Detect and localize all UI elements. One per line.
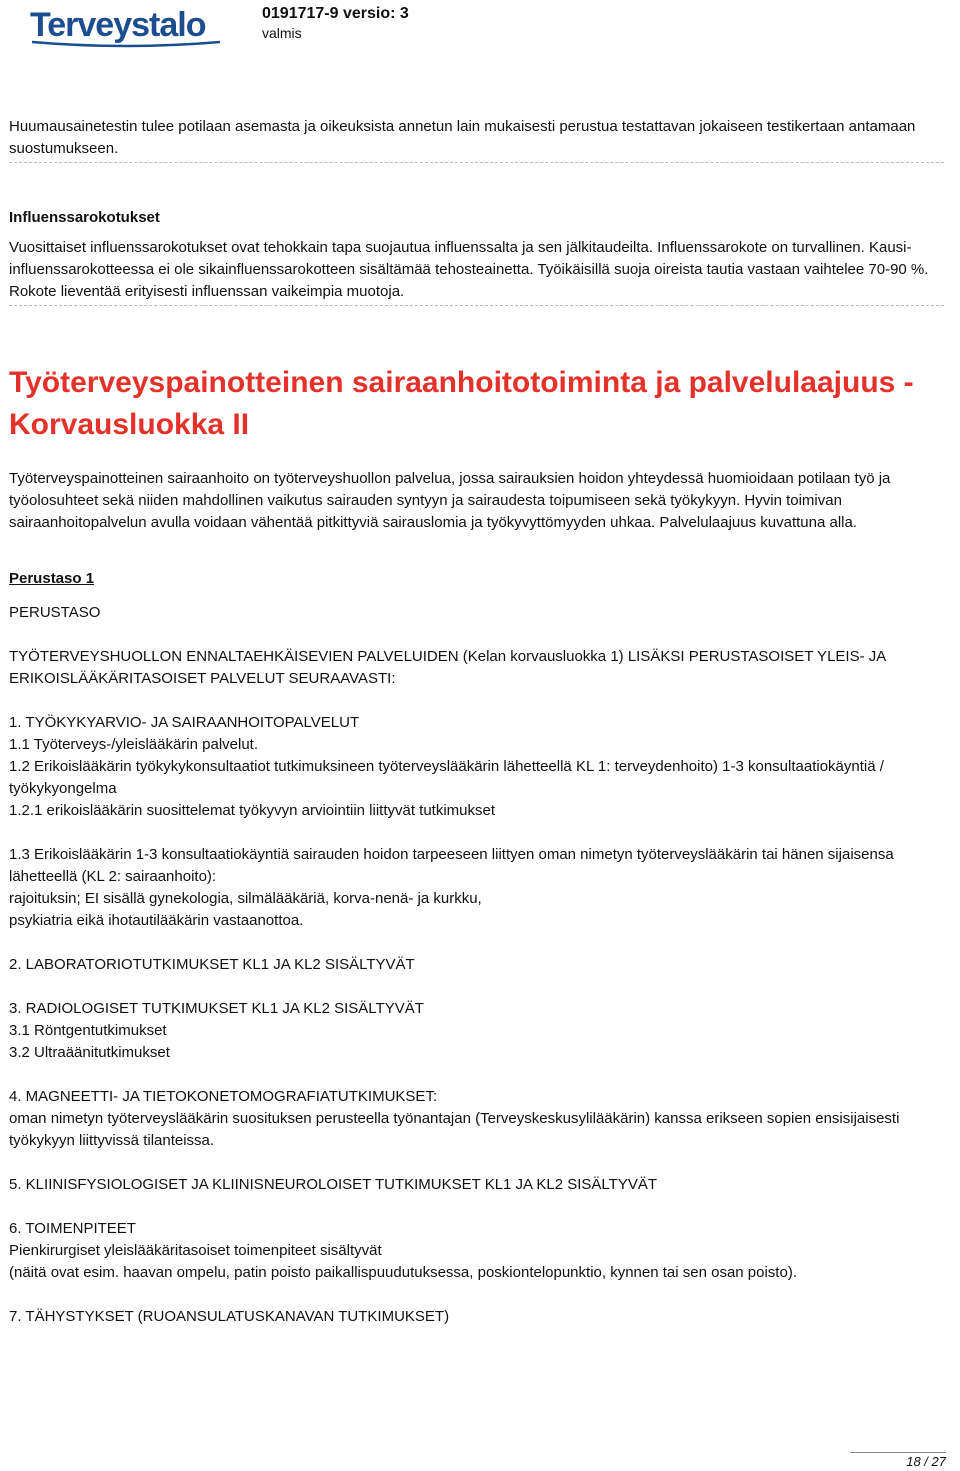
item-1-3-restrictions: rajoituksin; EI sisällä gynekologia, silmälääkäriä, korva-nenä- ja kurkku, — [9, 890, 482, 907]
svg-text:Terveystalo: Terveystalo — [30, 6, 206, 44]
item-3-1: 3.1 Röntgentutkimukset — [9, 1022, 167, 1039]
item-6-title: 6. TOIMENPITEET — [9, 1220, 136, 1237]
item-4-text: oman nimetyn työterveyslääkärin suosituksen perusteella työnantajan (Terveyskeskusylilääkärin) kanssa erikseen sopien ensisijaisesti työkykyyn liittyvissä tilanteissa. — [9, 1110, 900, 1149]
item-6-1: Pienkirurgiset yleislääkäritasoiset toimenpiteet sisältyvät — [9, 1242, 382, 1259]
influenza-heading: Influenssarokotukset — [9, 209, 160, 226]
level-lead: TYÖTERVEYSHUOLLON ENNALTAEHKÄISEVIEN PALVELUIDEN (Kelan korvausluokka 1) LISÄKSI PERUSTASOISET YLEIS- JA ERIKOISLÄÄKÄRITASOISET PALVELUT SEURAAVASTI: — [9, 648, 886, 687]
drug-test-text: Huumausainetestin tulee potilaan asemasta ja oikeuksista annetun lain mukaisesti perustua testattavan jokaiseen testikertaan antamaan suostumukseen. — [9, 118, 916, 157]
section-intro: Työterveyspainotteinen sairaanhoito on työterveyshuollon palvelua, jossa sairauksien hoidon yhteydessä huomioidaan potilaan työ ja työolosuhteet sekä niiden mahdollinen vaikutus sairauden syntyyn ja sairaudesta toipumiseen sekä työkykyyn. Hyvin toimivan sairaanhoitopalvelun avulla voidaan vähentää pitkittyviä sairauslomia ja työkyvyttömyyden uhkaa. Palvelulaajuus kuvattuna alla. — [9, 470, 891, 531]
document-status: valmis — [262, 25, 302, 41]
item-2-title: 2. LABORATORIOTUTKIMUKSET KL1 JA KL2 SISÄLTYVÄT — [9, 956, 415, 973]
item-7-title: 7. TÄHYSTYKSET (RUOANSULATUSKANAVAN TUTKIMUKSET) — [9, 1308, 450, 1325]
page-number: 18 / 27 — [850, 1452, 946, 1471]
influenza-text: Vuosittaiset influenssarokotukset ovat tehokkain tapa suojautua influenssalta ja sen jälkitaudeilta. Influenssarokote on turvallinen. Kausi-influenssarokotteessa ei ole sikainfluenssarokotteen sisältämää tehosteainetta. Työikäisillä suoja oireista tautia vastaan vaihtelee 70-90 %. Rokote lieventää erityisesti influenssan vaikeimpia muotoja. — [9, 239, 929, 300]
item-1-3-exclusions: psykiatria eikä ihotautilääkärin vastaanottoa. — [9, 912, 304, 929]
item-1-3: 1.3 Erikoislääkärin 1-3 konsultaatiokäyntiä sairauden hoidon tarpeeseen liittyen oman nimetyn työterveyslääkärin tai hänen sijaisensa lähetteellä (KL 2: sairaanhoito): — [9, 846, 894, 885]
section-title: Työterveyspainotteinen sairaanhoitotoiminta ja palvelulaajuus - Korvausluokka II — [9, 366, 914, 441]
document-body — [9, 116, 944, 1328]
item-1-2-1: 1.2.1 erikoislääkärin suosittelemat työkyvyn arviointiin liittyvät tutkimukset — [9, 802, 496, 819]
drug-test-section — [9, 116, 944, 163]
influenza-section — [9, 207, 944, 306]
document-id: 0191717-9 versio: 3 — [262, 5, 409, 22]
item-3-2: 3.2 Ultraäänitutkimukset — [9, 1044, 170, 1061]
level-heading: Perustaso 1 — [9, 570, 95, 587]
item-1-title: 1. TYÖKYKYARVIO- JA SAIRAANHOITOPALVELUT — [9, 714, 360, 731]
item-5-title: 5. KLIINISFYSIOLOGISET JA KLIINISNEUROLOISET TUTKIMUKSET KL1 JA KL2 SISÄLTYVÄT — [9, 1176, 658, 1193]
item-1-2: 1.2 Erikoislääkärin työkykykonsultaatiot tutkimuksineen työterveyslääkärin lähetteellä KL 1: terveydenhoito) 1-3 konsultaatiokäyntiä / työkykyongelma — [9, 758, 884, 797]
item-3-title: 3. RADIOLOGISET TUTKIMUKSET KL1 JA KL2 SISÄLTYVÄT — [9, 1000, 424, 1017]
terveystalo-logo — [30, 6, 222, 50]
item-6-2: (näitä ovat esim. haavan ompelu, patin poisto paikallispuudutuksessa, poskiontelopunktio, kynnen tai sen osan poisto). — [9, 1264, 797, 1281]
item-1-1: 1.1 Työterveys-/yleislääkärin palvelut. — [9, 736, 259, 753]
item-4-title: 4. MAGNEETTI- JA TIETOKONETOMOGRAFIATUTKIMUKSET: — [9, 1088, 438, 1105]
page-header — [0, 0, 960, 62]
level-name: PERUSTASO — [9, 604, 101, 621]
